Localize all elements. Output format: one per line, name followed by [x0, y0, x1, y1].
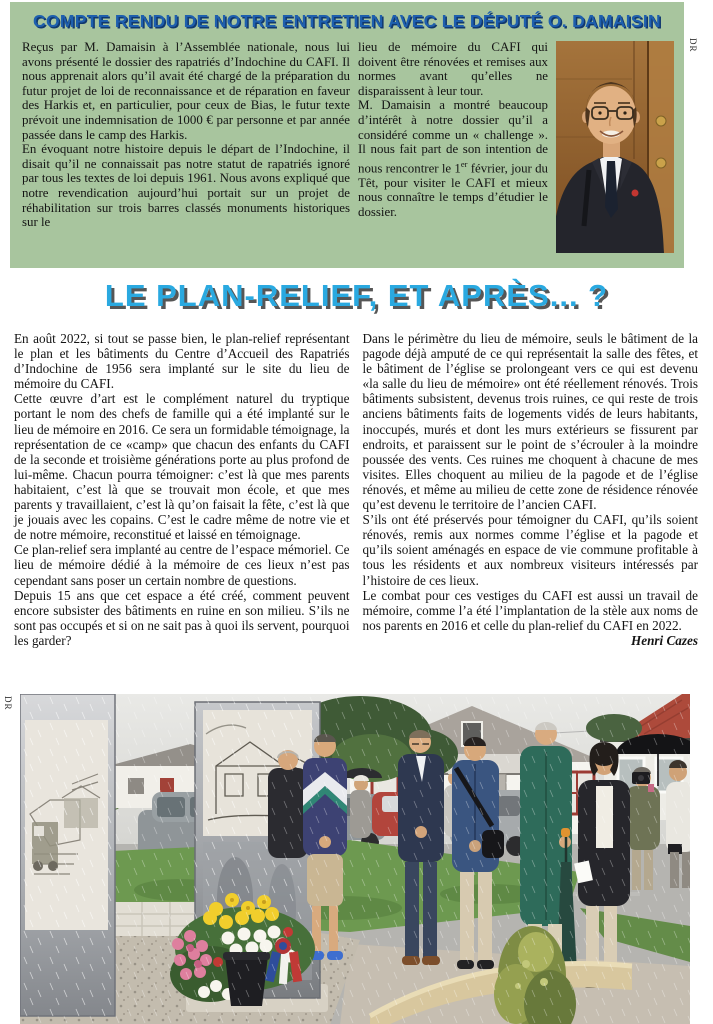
interview-paragraph: Reçus par M. Damaisin à l’Assemblée nationale, nous lui avons présenté le dossier des rapatriés d’Indochine du CAFI. Il nous apprenait alors qu’il avait été chargé de la préparation du futur projet de loi de reconnaissance et de réparation en faveur des Harkis et, en particulier, pour ceux de Bias, le futur texte prévoit une indemnisation de 1000 € par personne et par année passée dans le camp des Harkis. [22, 40, 350, 142]
interview-paragraph: En évoquant notre histoire depuis le départ de l’Indochine, il disait qu’il ne connaissait pas notre statut de rapatriés ignoré par tous les textes de loi depuis 1961. Nous avons expliqué que notre revendication aujourd’hui portait sur un projet de réhabilitation sur trois barres classés monuments historiques sur le [22, 142, 350, 230]
photo-credit-top-right: DR [688, 38, 698, 53]
plan-paragraph: Cette œuvre d’art est le complément naturel du tryptique portant le nom des chefs de famille qui a été implanté sur le lieu de mémoire en 2016. Ce sera un formidable témoignage, la représentation de ce «camp» que chacun des enfants du CAFI de la seconde et troisième générations porte au plus profond de lui-même. Chacun pourra témoigner: c’est là que mes parents habitaient, c’est là que se trouvait mon école, et que mes parents y travaillaient, c’est là qu’on faisait la fête, c’est là que je jouais avec les copains. C’est le cadre même de notre vie et de notre mémoire, reconstitué et laissé en témoignage. [14, 391, 350, 543]
interview-column-2 [358, 40, 548, 253]
ordinal-superscript: er [460, 158, 468, 169]
plan-article [14, 331, 698, 648]
plan-paragraph: Ce plan-relief sera implanté au centre de l’espace mémoriel. Ce lieu de mémoire dédié à la mémoire de ces lieux n’est pas cependant sans poser un certain nombre de questions. [14, 542, 350, 588]
interview-body [10, 36, 684, 253]
plan-column-2 [363, 331, 699, 648]
interview-column-1 [22, 40, 350, 253]
interview-section [10, 2, 684, 268]
plan-paragraph: Depuis 15 ans que cet espace a été créé, comment peuvent encore subsister des bâtiments en ruine en son milieu. S’ils ne sont pas occupés et si on ne sait pas à quoi ils servent, pourquoi les garder? [14, 587, 350, 648]
plan-text-segment: Le combat pour ces vestiges du CAFI est aussi un travail de mémoire, comme l’a été l’implantation de la stèle aux noms de nos parents en 2016 et celle du plan-relief du CAFI en 2022. [362, 587, 698, 633]
plan-paragraph: S’ils ont été préservés pour témoigner du CAFI, qu’ils soient rénovés, remis aux normes comme l’église et la pagode et qu’ils soient aménagés en espace de vie commune profitable à tous les résidents et aux nombreux visiteurs intéressés par l’histoire de ces lieux. [362, 512, 698, 588]
interview-text-segment: M. Damaisin a montré beaucoup d’intérêt à notre dossier qu’il a considéré comme un « challenge ». Il nous fait part de son intention de nous rencontrer le 1 [358, 98, 548, 176]
plan-title: LE PLAN-RELIEF, ET APRÈS... ? [104, 278, 609, 313]
ceremony-photo [20, 694, 690, 1024]
interview-text-segment: février, jour du Têt, pour visiter le CAFI et mieux nous connaître le temps d’étudier le dossier. [358, 161, 548, 219]
interview-paragraph: lieu de mémoire du CAFI qui doivent être rénovées et remises aux normes avant qu’elles ne disparaissent à leur tour. [358, 40, 548, 98]
author-byline: Henri Cazes [630, 632, 698, 648]
plan-paragraph: Dans le périmètre du lieu de mémoire, seuls le bâtiment de la pagode déjà amputé de ce qui représentait la salle des fêtes, et le bâtiment de l’église se prolongeant vers ce qui est devenu «la salle du lieu de mémoire» ont été réellement rénovés. Trois bâtiments subsistent, devenus trois ruines, ce qui reste de trois anciens bâtiments faits de logements vidés de leurs habitants, inoccupés, murés et dont les murs extérieurs se fissurent par endroits, et paraissent sur le point de s’écrouler à la moindre poussée des vents. Ces ruines me choquent à chacune de mes visites. Elles choquent au milieu de la pagode et de l’église rénovés, et même au milieu de cette zone de résidence rénovée qu’est devenu le territoire de l’ancien CAFI. [362, 331, 698, 513]
interview-paragraph [358, 98, 548, 219]
interview-title: COMPTE RENDU DE NOTRE ENTRETIEN AVEC LE DÉPUTÉ O. DAMAISIN [33, 11, 661, 31]
plan-paragraph: En août 2022, si tout se passe bien, le plan-relief représentant le plan et les bâtiments du Centre d’Accueil des Rapatriés d’Indochine de 1956 sera implanté sur le site du lieu de mémoire du CAFI. [14, 331, 350, 392]
photo-credit-bottom-left: DR [3, 696, 13, 711]
plan-paragraph [362, 587, 699, 648]
plan-column-1 [14, 331, 350, 648]
deputy-portrait-photo [556, 41, 674, 253]
